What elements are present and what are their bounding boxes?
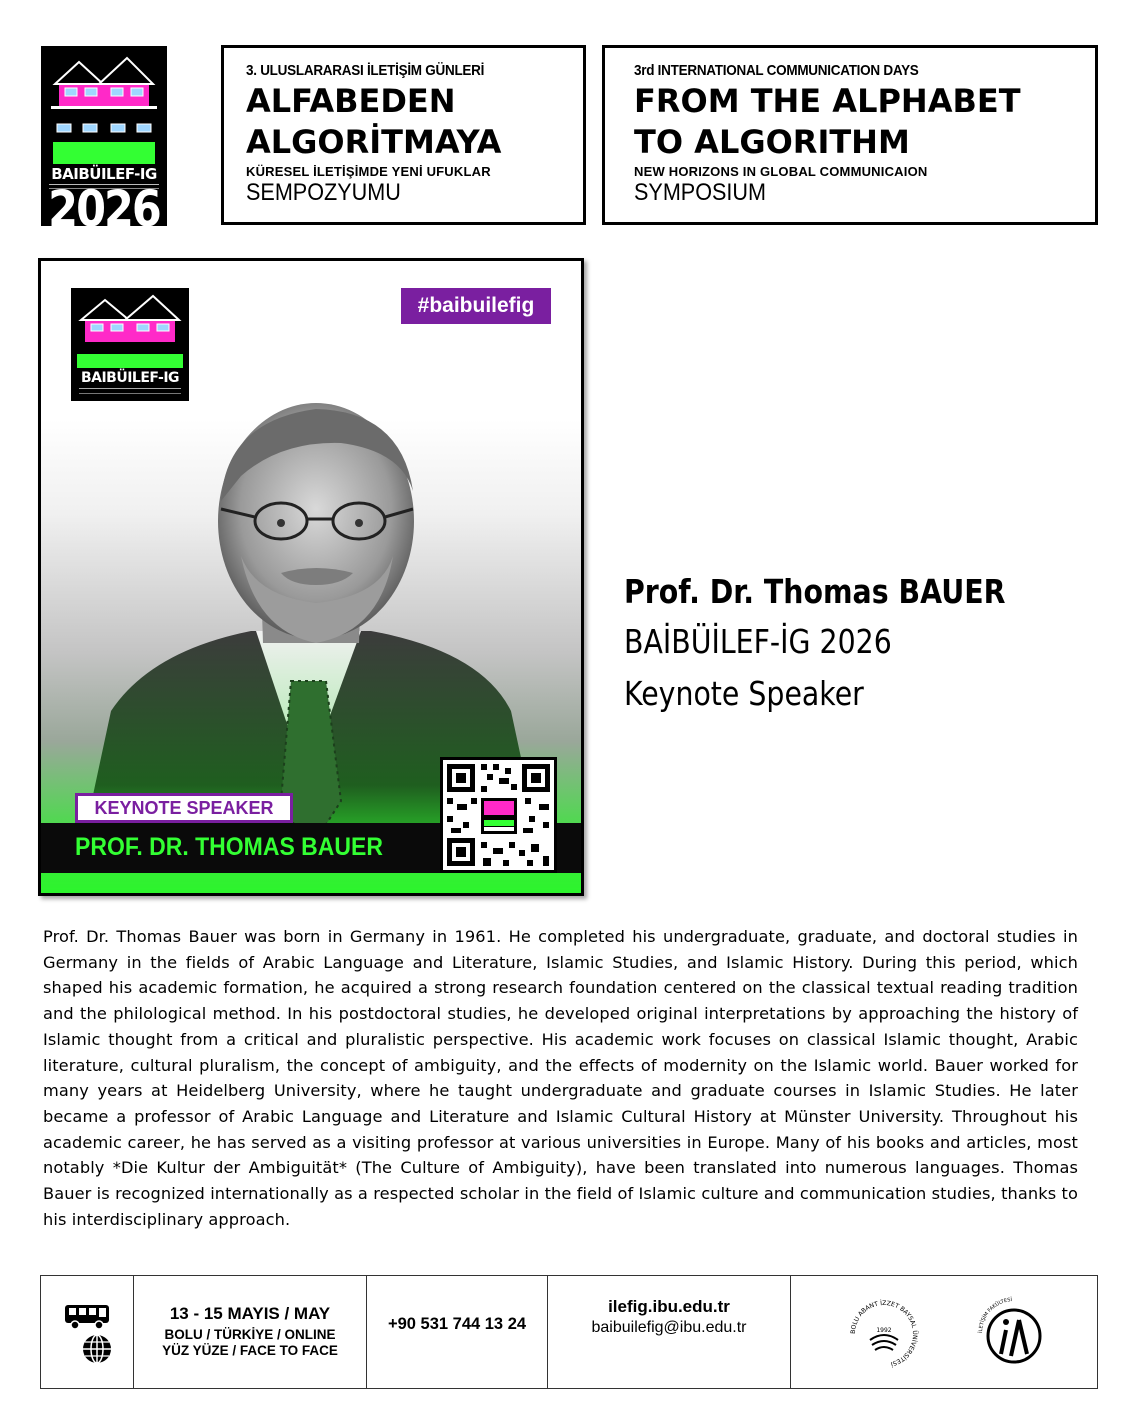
turkish-subtitle: KÜRESEL İLETİŞİMDE YENİ UFUKLAR xyxy=(246,164,491,179)
contact-phone: +90 531 744 13 24 xyxy=(367,1276,548,1388)
english-subtitle: NEW HORIZONS IN GLOBAL COMMUNICAION xyxy=(634,164,928,179)
turkish-title-box xyxy=(221,45,586,225)
speaker-role: Keynote Speaker xyxy=(624,674,864,713)
faculty-logo-icon xyxy=(975,1294,1053,1372)
keynote-badge: KEYNOTE SPEAKER xyxy=(75,793,293,823)
hashtag-badge: #baibuilefig xyxy=(401,288,551,324)
speaker-bio: Prof. Dr. Thomas Bauer was born in Germany in 1961. He completed his undergraduate, graduate, and doctoral studies in Germany in the fields of Arabic Language and Literature, Islamic Studies, and Islamic History. During this period, which shaped his academic formation, he acquired a strong research foundation centered on the classical textual reading tradition and the philological method. In his postdoctoral studies, he developed original interpretations by approaching the history of Islamic thought from a critical and pluralistic perspective. His academic work focuses on classical Islamic thought, Arabic literature, cultural pluralism, the concept of ambiguity, and the effects of modernity on the Islamic world. Bauer worked for many years at Heidelberg University, where he taught undergraduate and graduate courses in Islamic Studies. He later became a professor of Arabic Language and Literature and Islamic Cultural History at Münster University. Throughout his academic career, he has served as a visiting professor at various universities in Europe. Many of his books and articles, most notably *Die Kultur der Ambiguität* (The Culture of Ambiguity), have been translated into numerous languages. Thomas Bauer is recognized internationally as a respected scholar in the field of Islamic culture and communication studies, thanks to his interdisciplinary approach. xyxy=(43,927,1078,1229)
turkish-title-line1: ALFABEDEN xyxy=(246,82,456,120)
footer-logos xyxy=(791,1276,1097,1388)
qr-code-icon xyxy=(440,757,557,873)
turkish-title-line2: ALGORİTMAYA xyxy=(246,123,502,161)
svg-text:1992: 1992 xyxy=(876,1327,892,1334)
poster-speaker-name: PROF. DR. THOMAS BAUER xyxy=(75,833,383,861)
footer-contact xyxy=(548,1276,791,1388)
svg-text:İLETİŞİM FAKÜLTESİ: İLETİŞİM FAKÜLTESİ xyxy=(977,1297,1013,1334)
english-title-box xyxy=(602,45,1098,225)
english-title-line2: TO ALGORITHM xyxy=(634,123,910,161)
english-edition: 3rd INTERNATIONAL COMMUNICATION DAYS xyxy=(634,62,919,79)
poster-logo-tagline-lines xyxy=(79,388,181,394)
website-link[interactable]: ilefig.ibu.edu.tr xyxy=(608,1297,730,1316)
house-logo-icon xyxy=(77,292,183,346)
event-location: BOLU / TÜRKİYE / ONLINE xyxy=(164,1327,336,1342)
logo-year: 2026 xyxy=(48,181,160,239)
event-dates: 13 - 15 MAYIS / MAY xyxy=(169,1304,331,1323)
footer-icons xyxy=(41,1276,134,1388)
event-format: YÜZ YÜZE / FACE TO FACE xyxy=(162,1343,338,1358)
house-logo-icon xyxy=(51,54,157,112)
turkish-edition: 3. ULUSLARARASI İLETİŞİM GÜNLERİ xyxy=(246,62,485,79)
footer xyxy=(40,1275,1098,1389)
poster-logo xyxy=(71,288,189,401)
speaker-name: Prof. Dr. Thomas BAUER xyxy=(624,572,1006,611)
email-link[interactable]: baibuilefig@ibu.edu.tr xyxy=(591,1319,747,1336)
window-row-icon xyxy=(53,118,155,138)
globe-icon xyxy=(81,1333,113,1365)
poster-logo-green-bar xyxy=(77,354,183,368)
english-symposium: SYMPOSIUM xyxy=(634,179,767,206)
university-seal-icon xyxy=(846,1296,922,1372)
footer-date xyxy=(134,1276,367,1388)
bus-icon xyxy=(63,1303,113,1331)
poster-logo-name: BAIBÜILEF-IG xyxy=(80,370,180,386)
symposium-logo xyxy=(41,46,167,239)
english-title-line1: FROM THE ALPHABET xyxy=(634,82,1021,120)
logo-name: BAIBÜILEF-IG xyxy=(51,165,157,183)
logo-green-bar xyxy=(53,142,155,164)
speaker-heading xyxy=(624,568,1068,720)
speaker-poster xyxy=(38,258,584,896)
svg-text:BOLU ABANT İZZET BAYSAL ÜNİVER: BOLU ABANT İZZET BAYSAL ÜNİVERSİTESİ xyxy=(849,1299,919,1368)
speaker-event: BAİBÜİLEF-İG 2026 xyxy=(624,622,892,661)
turkish-symposium: SEMPOZYUMU xyxy=(246,179,401,206)
